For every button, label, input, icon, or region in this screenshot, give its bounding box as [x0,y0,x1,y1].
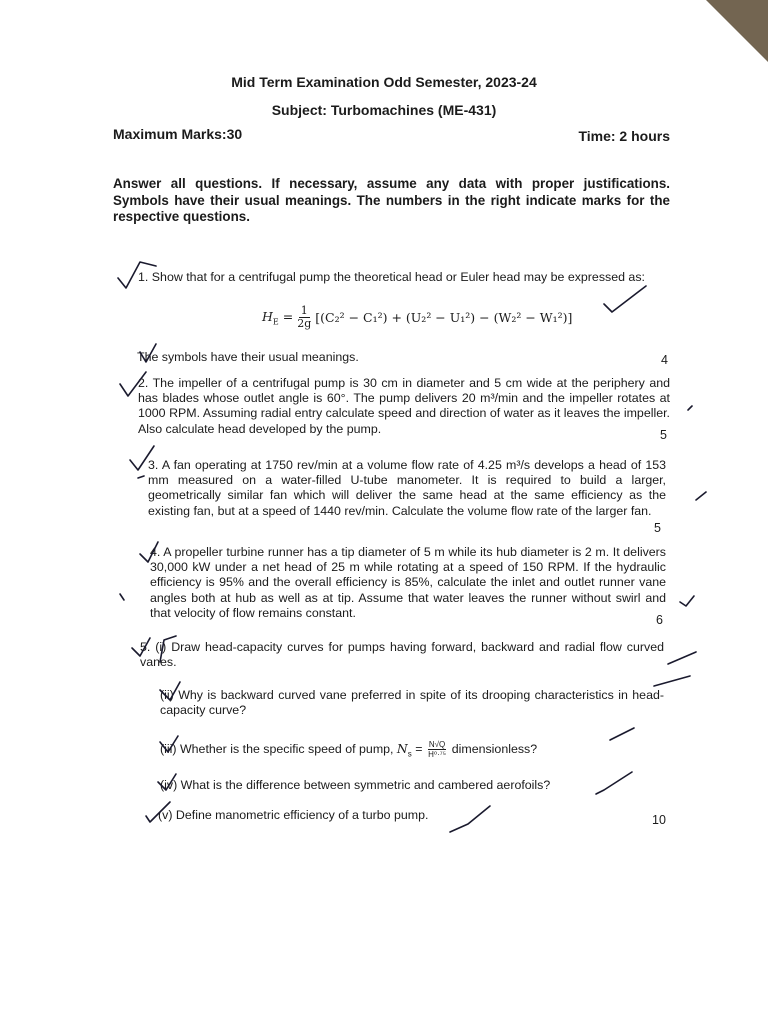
question-text: A propeller turbine runner has a tip diameter of 5 m while its hub diameter is 2 m. It delivers 30,000 kW under a net head of 25 m while rotating at a speed of 150 RPM. If the hydraulic efficiency is 95% and the overall efficiency is 85%, calculate the inlet and outlet runner vane angles both at hub as well as at tip. Assume that water leaves the runner without swirl and that velocity of flow remains constant. [150,545,666,620]
part-label: (ii) [160,688,174,702]
part-text: Define manometric efficiency of a turbo pump. [175,808,429,822]
tick-q4-left [120,594,124,600]
eq-lhs: H [262,308,273,324]
formula-lhs: N [396,740,408,756]
eq-frac-num: 1 [300,304,308,317]
tick-q3-right [696,492,706,500]
question-1 [138,270,670,285]
part-label: (iv) [160,778,178,792]
question-4-marks: 6 [656,613,663,627]
question-number: 1. [138,270,149,284]
question-5-part-iv [160,778,660,793]
instructions: Answer all questions. If necessary, assume any data with proper justifications. Symbols have their usual meanings. The numbers in the right indicate marks for the respective questions. [113,176,670,224]
eq-frac-den: 2g [297,317,312,330]
question-number: 2. [138,376,149,390]
marks-time-row [113,126,670,142]
tick-q2-right [688,406,692,410]
question-text: Show that for a centrifugal pump the theoretical head or Euler head may be expressed as: [151,270,645,284]
question-5-part-ii [160,688,664,718]
question-4 [150,545,666,621]
eq-lhs-sub: E [272,317,279,327]
question-number: 3. [148,458,159,472]
subject-line: Subject: Turbomachines (ME-431) [271,102,497,118]
eq-fraction [297,305,311,330]
eq-rhs: [(C₂² − C₁²) + (U₂² − U₁²) − (W₂² − W₁²)] [315,310,573,325]
question-text: A fan operating at 1750 rev/min at a volume flow rate of 4.25 m³/s develops a head of 153 mm measured on a water-filled U-tube manometer. It is required to build a larger, geometrically similar fan which will deliver the same head at the same efficiency as the existing fan, but at a speed of 1440 rev/min. Calculate the volume flow rate of the larger fan. [148,458,666,518]
question-text: The impeller of a centrifugal pump is 30 cm in diameter and 5 cm wide at the periphery and has blades whose outlet angle is 60°. The pump delivers 20 m³/min and the impeller rotates at 1000 RPM. Assuming radial entry calculate speed and direction of water as it leaves the impeller. Also calculate head developed by the pump. [138,376,670,436]
part-label: (i) [155,640,167,654]
part-label: (iii) [160,741,177,756]
max-marks: Maximum Marks:30 [113,126,243,142]
part-label: (v) [158,808,173,822]
question-5-part-iii: (iii) Whether is the specific speed of pump, $N_s$ = $\frac{N√Q}{\text{H⁰·⁷⁵}}$ dimensionless? [160,740,538,759]
tick-q3-mark [138,476,144,478]
tick-q1-right [604,286,646,312]
question-5-part-v [158,808,658,823]
question-1-after: The symbols have their usual meanings. [137,350,359,364]
specific-speed-fraction [428,740,446,759]
question-number: 5. [140,640,151,654]
formula-num: N√Q [428,740,446,749]
part-text: Draw head-capacity curves for pumps having forward, backward and radial flow curved vanes. [140,640,664,670]
tick-q5-i-right [668,652,696,664]
question-5-part-i [140,640,664,670]
part-text: What is the difference between symmetric and cambered aerofoils? [180,778,551,792]
euler-head-equation: $H_E$ = $\frac{1}{2g}$ [(C₂² − C₁²) + (U₂² − U₁²) − (W₂² − W₁²)] [262,304,573,330]
tick-q4-right [680,596,694,606]
tick-q5-iii-right [610,728,634,740]
question-3 [148,458,666,519]
formula-sub: s [407,749,412,759]
formula-den: H⁰·⁷⁵ [428,750,447,759]
page-corner-shadow [706,0,768,62]
part-text: Why is backward curved vane preferred in spite of its drooping characteristics in head-capacity curve? [160,688,664,718]
part-text-after: dimensionless? [451,741,538,756]
question-5-marks: 10 [652,813,666,827]
exam-title: Mid Term Examination Odd Semester, 2023-24 [231,74,537,90]
tick-q5-ii-right [654,676,690,686]
question-3-marks: 5 [654,521,661,535]
exam-time: Time: 2 hours [578,128,670,144]
question-1-marks: 4 [661,353,668,367]
question-2 [138,376,670,437]
question-number: 4. [150,545,161,559]
part-text-before: Whether is the specific speed of pump, [179,741,397,756]
question-2-marks: 5 [660,428,667,442]
